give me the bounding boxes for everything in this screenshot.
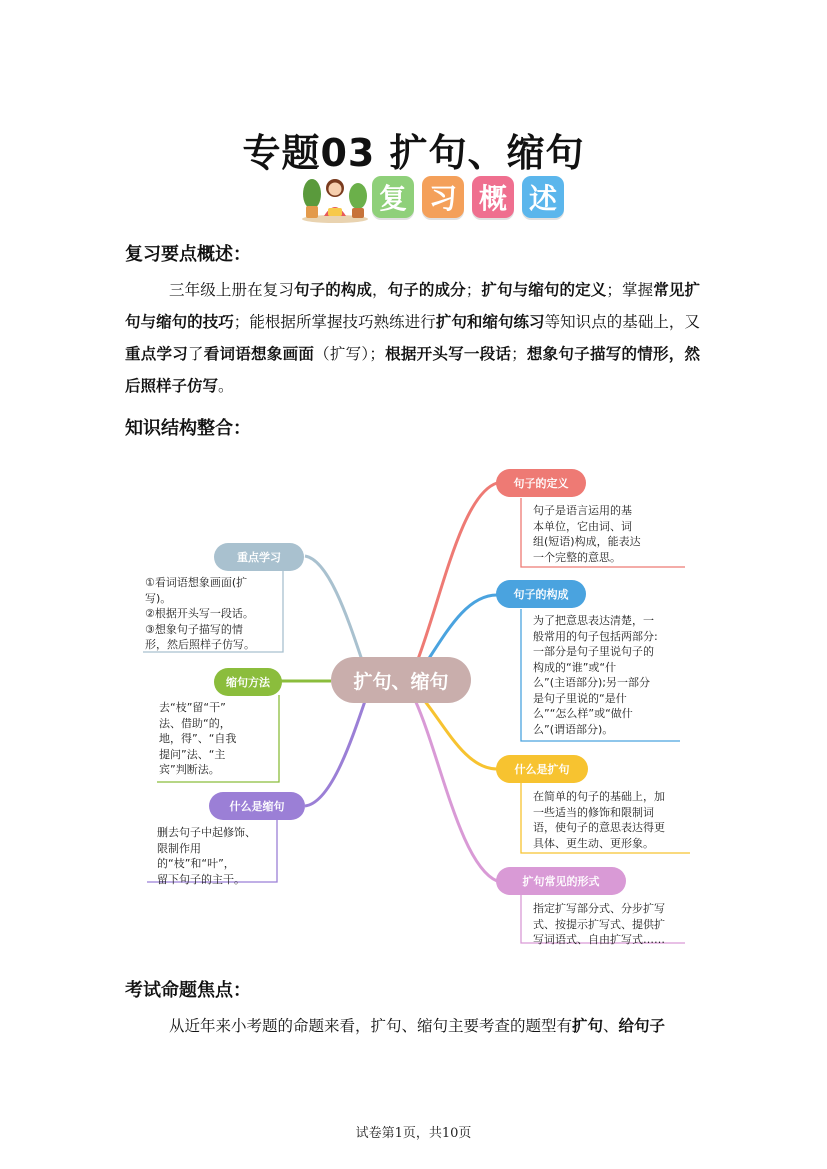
girl-with-plants-illustration xyxy=(300,172,370,224)
exam-focus-segment: 给句子 xyxy=(618,1017,666,1035)
review-summary-segment: 。 xyxy=(218,377,234,395)
note-line: ②根据开头写一段话。 xyxy=(145,607,254,620)
note-line: 留下句子的主干。 xyxy=(157,872,245,886)
note-line: 地，得”、“自我 xyxy=(159,732,237,745)
note-line: 具体、更生动、更形象。 xyxy=(533,836,654,850)
review-summary-segment: 扩句与缩句的定义 xyxy=(481,281,607,299)
page-footer: 试卷第1页，共10页 xyxy=(355,1126,472,1141)
note-what-is-contraction xyxy=(157,825,256,887)
review-summary-segment: 想象句子描写的情形，然后照样子仿写 xyxy=(125,345,700,395)
note-line: 形，然后照样子仿写。 xyxy=(145,638,255,651)
review-summary-segment: 根据开头写一段话 xyxy=(384,345,512,363)
note-line: 句子是语言运用的基 xyxy=(533,504,632,517)
review-summary-segment: 句子的构成 xyxy=(293,281,373,299)
review-summary-segment: 重点学习 xyxy=(125,345,189,363)
review-summary-segment: 句子的成分 xyxy=(387,281,466,299)
section-heading-knowledge-structure: 知识结构整合： xyxy=(125,418,251,439)
branch-key-learning: 重点学习 xyxy=(214,543,304,571)
branch-sentence-definition: 句子的定义 xyxy=(496,469,586,497)
review-summary-segment: （扩写）； xyxy=(314,345,385,363)
mind-map xyxy=(125,455,700,955)
review-summary-segment: 常见扩句与缩句的技巧 xyxy=(125,281,700,331)
note-line: 式、按提示扩写式、提供扩 xyxy=(533,917,665,931)
note-line: ③想象句子描写的情 xyxy=(145,622,243,636)
note-line: 么”(谓语部分)。 xyxy=(533,722,614,736)
review-summary-segment: 等知识点的基础上，又 xyxy=(544,313,700,331)
review-summary-segment: ； xyxy=(511,345,527,363)
note-line: 一个完整的意思。 xyxy=(533,550,621,564)
note-sentence-structure xyxy=(533,613,658,737)
note-sentence-definition xyxy=(533,503,641,565)
review-summary-segment: ； xyxy=(465,281,482,299)
mind-map-center-node: 扩句、缩句 xyxy=(331,657,471,703)
exam-focus-segment: 从近年来小考题的命题来看，扩句、缩句主要考查的题型有 xyxy=(169,1017,573,1035)
branch-expansion-forms: 扩句常见的形式 xyxy=(496,867,626,895)
exam-focus-segment: 、 xyxy=(603,1017,619,1035)
review-summary-segment: 扩句和缩句练习 xyxy=(435,313,545,331)
note-line: 删去句子中起修饰、 xyxy=(157,826,256,839)
review-summary-segment: 了 xyxy=(188,345,204,363)
note-line: 写)。 xyxy=(145,591,172,605)
note-line: 限制作用 xyxy=(157,841,201,855)
banner-tile-xi: 习 xyxy=(422,176,464,218)
note-line: 本单位，它由词、词 xyxy=(533,519,632,533)
note-line: 一些适当的修饰和限制词 xyxy=(533,805,654,819)
note-line: 么”(主语部分);另一部分 xyxy=(533,676,650,689)
note-line: ①看词语想象画面(扩 xyxy=(145,576,248,589)
note-line: 去“枝”留“干” xyxy=(159,701,226,714)
branch-sentence-structure: 句子的构成 xyxy=(496,580,586,608)
note-what-is-expansion xyxy=(533,789,665,851)
note-line: 在简单的句子的基础上，加 xyxy=(533,790,665,803)
note-line: 指定扩写部分式、分步扩写 xyxy=(533,902,665,915)
review-banner xyxy=(300,172,580,224)
note-line: 写词语式、自由扩写式…… xyxy=(533,933,665,946)
note-line: 的“枝”和“叶”， xyxy=(157,857,235,870)
note-key-learning xyxy=(145,575,255,653)
branch-contraction-methods: 缩句方法 xyxy=(214,668,282,696)
note-contraction-methods xyxy=(159,700,236,778)
note-line: 语，使句子的意思表达得更 xyxy=(533,821,665,834)
review-summary-segment: 看词语想象画面 xyxy=(203,345,315,363)
banner-tile-shu: 述 xyxy=(522,176,564,218)
review-summary-segment: ；能根据所掌握技巧熟练进行 xyxy=(233,313,436,331)
note-line: 构成的“谁”或“什 xyxy=(533,660,617,674)
note-line: 宾”判断法。 xyxy=(159,763,220,776)
section-heading-exam-focus: 考试命题焦点： xyxy=(125,980,251,1001)
note-line: 为了把意思表达清楚，一 xyxy=(533,614,654,627)
branch-what-is-contraction: 什么是缩句 xyxy=(209,792,305,820)
review-summary-segment: 三年级上册在复习 xyxy=(169,281,294,299)
page-title: 专题03 扩句、缩句 xyxy=(242,131,585,175)
branch-what-is-expansion: 什么是扩句 xyxy=(496,755,588,783)
exam-focus-segment: 扩句 xyxy=(572,1017,604,1035)
review-summary-paragraph xyxy=(125,274,700,402)
note-line: 法、借助“的， xyxy=(159,716,231,730)
note-line: 是句子里说的“是什 xyxy=(533,691,627,705)
note-line: 一部分是句子里说句子的 xyxy=(533,645,654,658)
review-summary-segment: ；掌握 xyxy=(606,281,654,299)
note-expansion-forms xyxy=(533,901,665,948)
banner-tile-gai: 概 xyxy=(472,176,514,218)
note-line: 么”“怎么样”或“做什 xyxy=(533,707,633,720)
exam-focus-paragraph xyxy=(125,1010,700,1042)
note-line: 般常用的句子包括两部分: xyxy=(533,629,658,643)
note-line: 组(短语)构成，能表达 xyxy=(533,535,641,548)
review-summary-segment: ， xyxy=(372,281,388,299)
section-heading-review-points: 复习要点概述： xyxy=(125,244,251,265)
note-line: 提问”法、“主 xyxy=(159,747,226,761)
banner-tile-fu: 复 xyxy=(372,176,414,218)
